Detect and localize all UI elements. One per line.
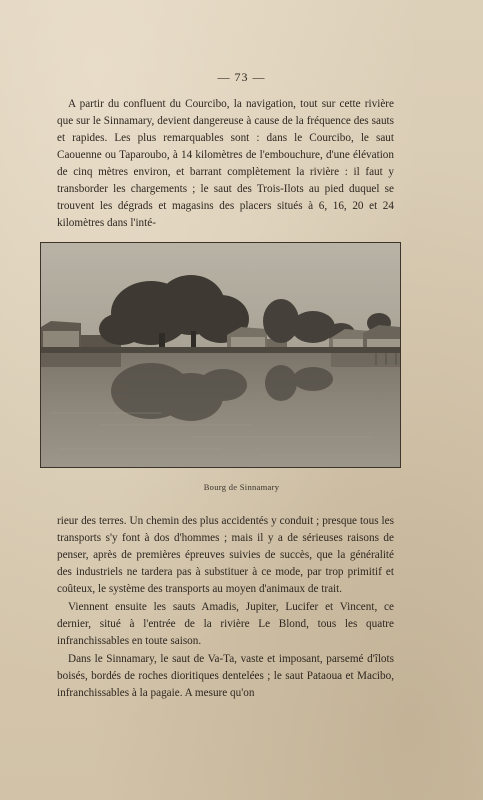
paragraph: Dans le Sinnamary, le saut de Va-Ta, vaste et imposant, parsemé d'îlots boisés, bordés de roches dioritiques dentelées ; le saut Pataoua et Macibo, infranchissables à la pagaie. A mesure qu'on	[57, 653, 394, 699]
photo-caption: Bourg de Sinnamary	[203, 482, 280, 492]
paragraph: Viennent ensuite les sauts Amadis, Jupiter, Lucifer et Vincent, ce dernier, situé à l'entrée de la rivière Le Blond, tous les quatre infranchissables en toute saison.	[57, 601, 394, 647]
text-block-top	[57, 96, 394, 232]
paragraph: rieur des terres. Un chemin des plus accidentés y conduit ; presque tous les transports s'y font à dos d'hommes ; mais il y a de sérieuses raisons de penser, après de premières épreuves suivies de succès, que la généralité des industriels ne tardera pas à substituer à ce mode, par trop primitif et coûteux, le système des transports au moyen d'animaux de trait.	[57, 515, 394, 595]
paragraph: A partir du confluent du Courcibo, la navigation, tout sur cette rivière que sur le Sinnamary, devient dangereuse à cause de la fréquence des sauts et rapides. Les plus remarquables sont : dans le Courcibo, le saut Caouenne ou Taparoubo, à 14 kilomètres de l'embouchure, d'une élévation de cinq mètres environ, et barrant complètement la rivière : il faut y transborder les chargements ; le saut des Trois-Ilots au pied duquel se trouvent les dégrads et magasins des placers situés à 6, 16, 20 et 24 kilomètres dans l'inté-	[57, 98, 394, 229]
page-number: — 73 —	[217, 70, 266, 84]
text-block-bottom	[57, 513, 394, 702]
photograph-bourg-de-sinnamary	[40, 242, 401, 468]
river-village-photo	[41, 243, 400, 467]
